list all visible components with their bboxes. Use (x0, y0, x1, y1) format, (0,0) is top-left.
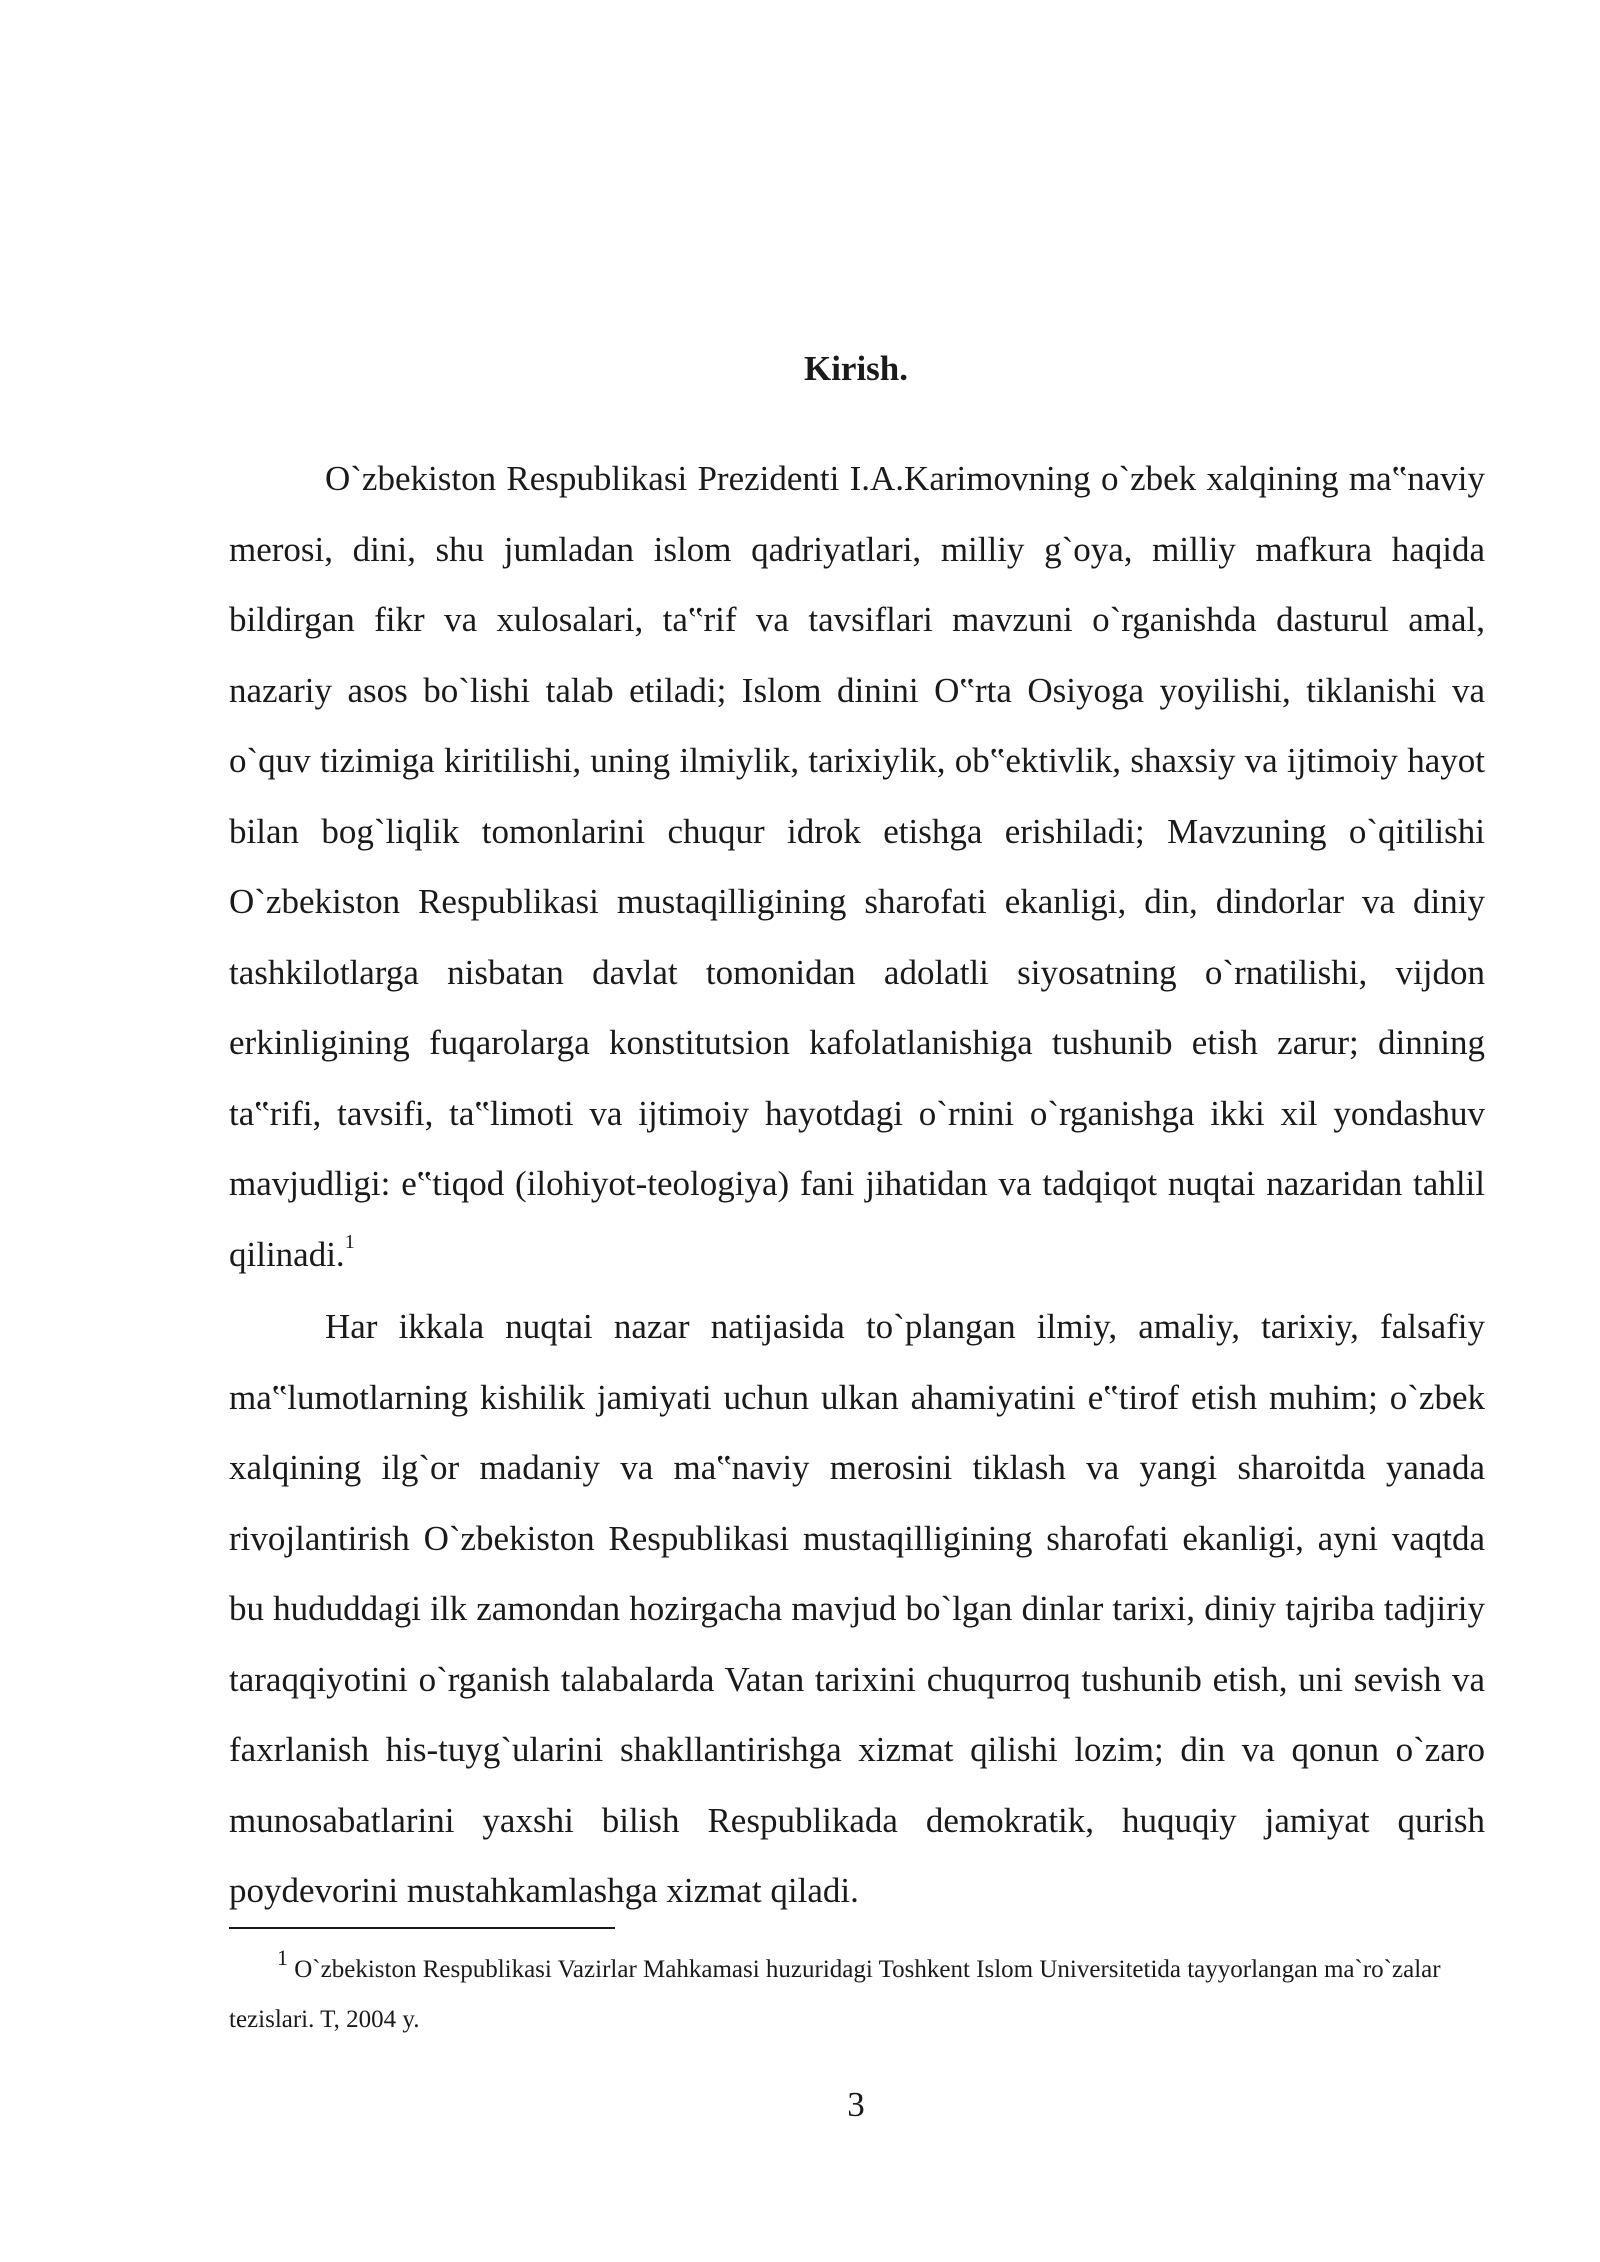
paragraph-2: Har ikkala nuqtai nazar natijasida to`plangan ilmiy, amaliy, tarixiy, falsafiy ma‟lumotlarning kishilik jamiyati uchun ulkan ahamiyatini e‟tirof etish muhim; o`zbek xalqining ilg`or madaniy va ma‟naviy merosini tiklash va yangi sharoitda yanada rivojlantirish O`zbekiston Respublikasi mustaqilligining sharofati ekanligi, ayni vaqtda bu hududdagi ilk zamondan hozirgacha mavjud bo`lgan dinlar tarixi, diniy tajriba tadjiriy taraqqiyotini o`rganish talabalarda Vatan tarixini chuqurroq tushunib etish, uni sevish va faxrlanish his-tuyg`ularini shakllantirishga xizmat qilishi lozim; din va qonun o`zaro munosabatlarini yaxshi bilish Respublikada demokratik, huquqiy jamiyat qurish poydevorini mustahkamlashga xizmat qiladi. (229, 1307, 1485, 1910)
footnote-reference[interactable]: 1 (344, 1230, 355, 1253)
footnote-separator (229, 1927, 615, 1929)
section-title: Kirish. (803, 349, 909, 388)
page-number: 3 (847, 2085, 865, 2124)
footnote (229, 1945, 1485, 2045)
paragraph-1 (229, 444, 1485, 1290)
footnote-text: O`zbekiston Respublikasi Vazirlar Mahkamasi huzuridagi Toshkent Islom Universitetida tayyorlangan ma`ro`zalar tezislari. T, 2004 y. (229, 1956, 1441, 2033)
footnote-marker: 1 (277, 1945, 288, 1970)
paragraph-1-text: O`zbekiston Respublikasi Prezidenti I.A.Karimovning o`zbek xalqining ma‟naviy merosi, dini, shu jumladan islom qadriyatlari, milliy g`oya, milliy mafkura haqida bildirgan fikr va xulosalari, ta‟rif va tavsiflari mavzuni o`rganishda dasturul amal, nazariy asos bo`lishi talab etiladi; Islom dinini O‟rta Osiyoga yoyilishi, tiklanishi va o`quv tizimiga kiritilishi, uning ilmiylik, tarixiylik, ob‟ektivlik, shaxsiy va ijtimoiy hayot bilan bog`liqlik tomonlarini chuqur idrok etishga erishiladi; Mavzuning o`qitilishi O`zbekiston Respublikasi mustaqilligining sharofati ekanligi, din, dindorlar va diniy tashkilotlarga nisbatan davlat tomonidan adolatli siyosatning o`rnatilishi, vijdon erkinligining fuqarolarga konstitutsion kafolatlanishiga tushunib etish zarur; dinning ta‟rifi, tavsifi, ta‟limoti va ijtimoiy hayotdagi o`rnini o`rganishga ikki xil yondashuv mavjudligi: e‟tiqod (ilohiyot-teologiya) fani jihatidan va tadqiqot nuqtai nazaridan tahlil qilinadi. (229, 459, 1485, 1274)
